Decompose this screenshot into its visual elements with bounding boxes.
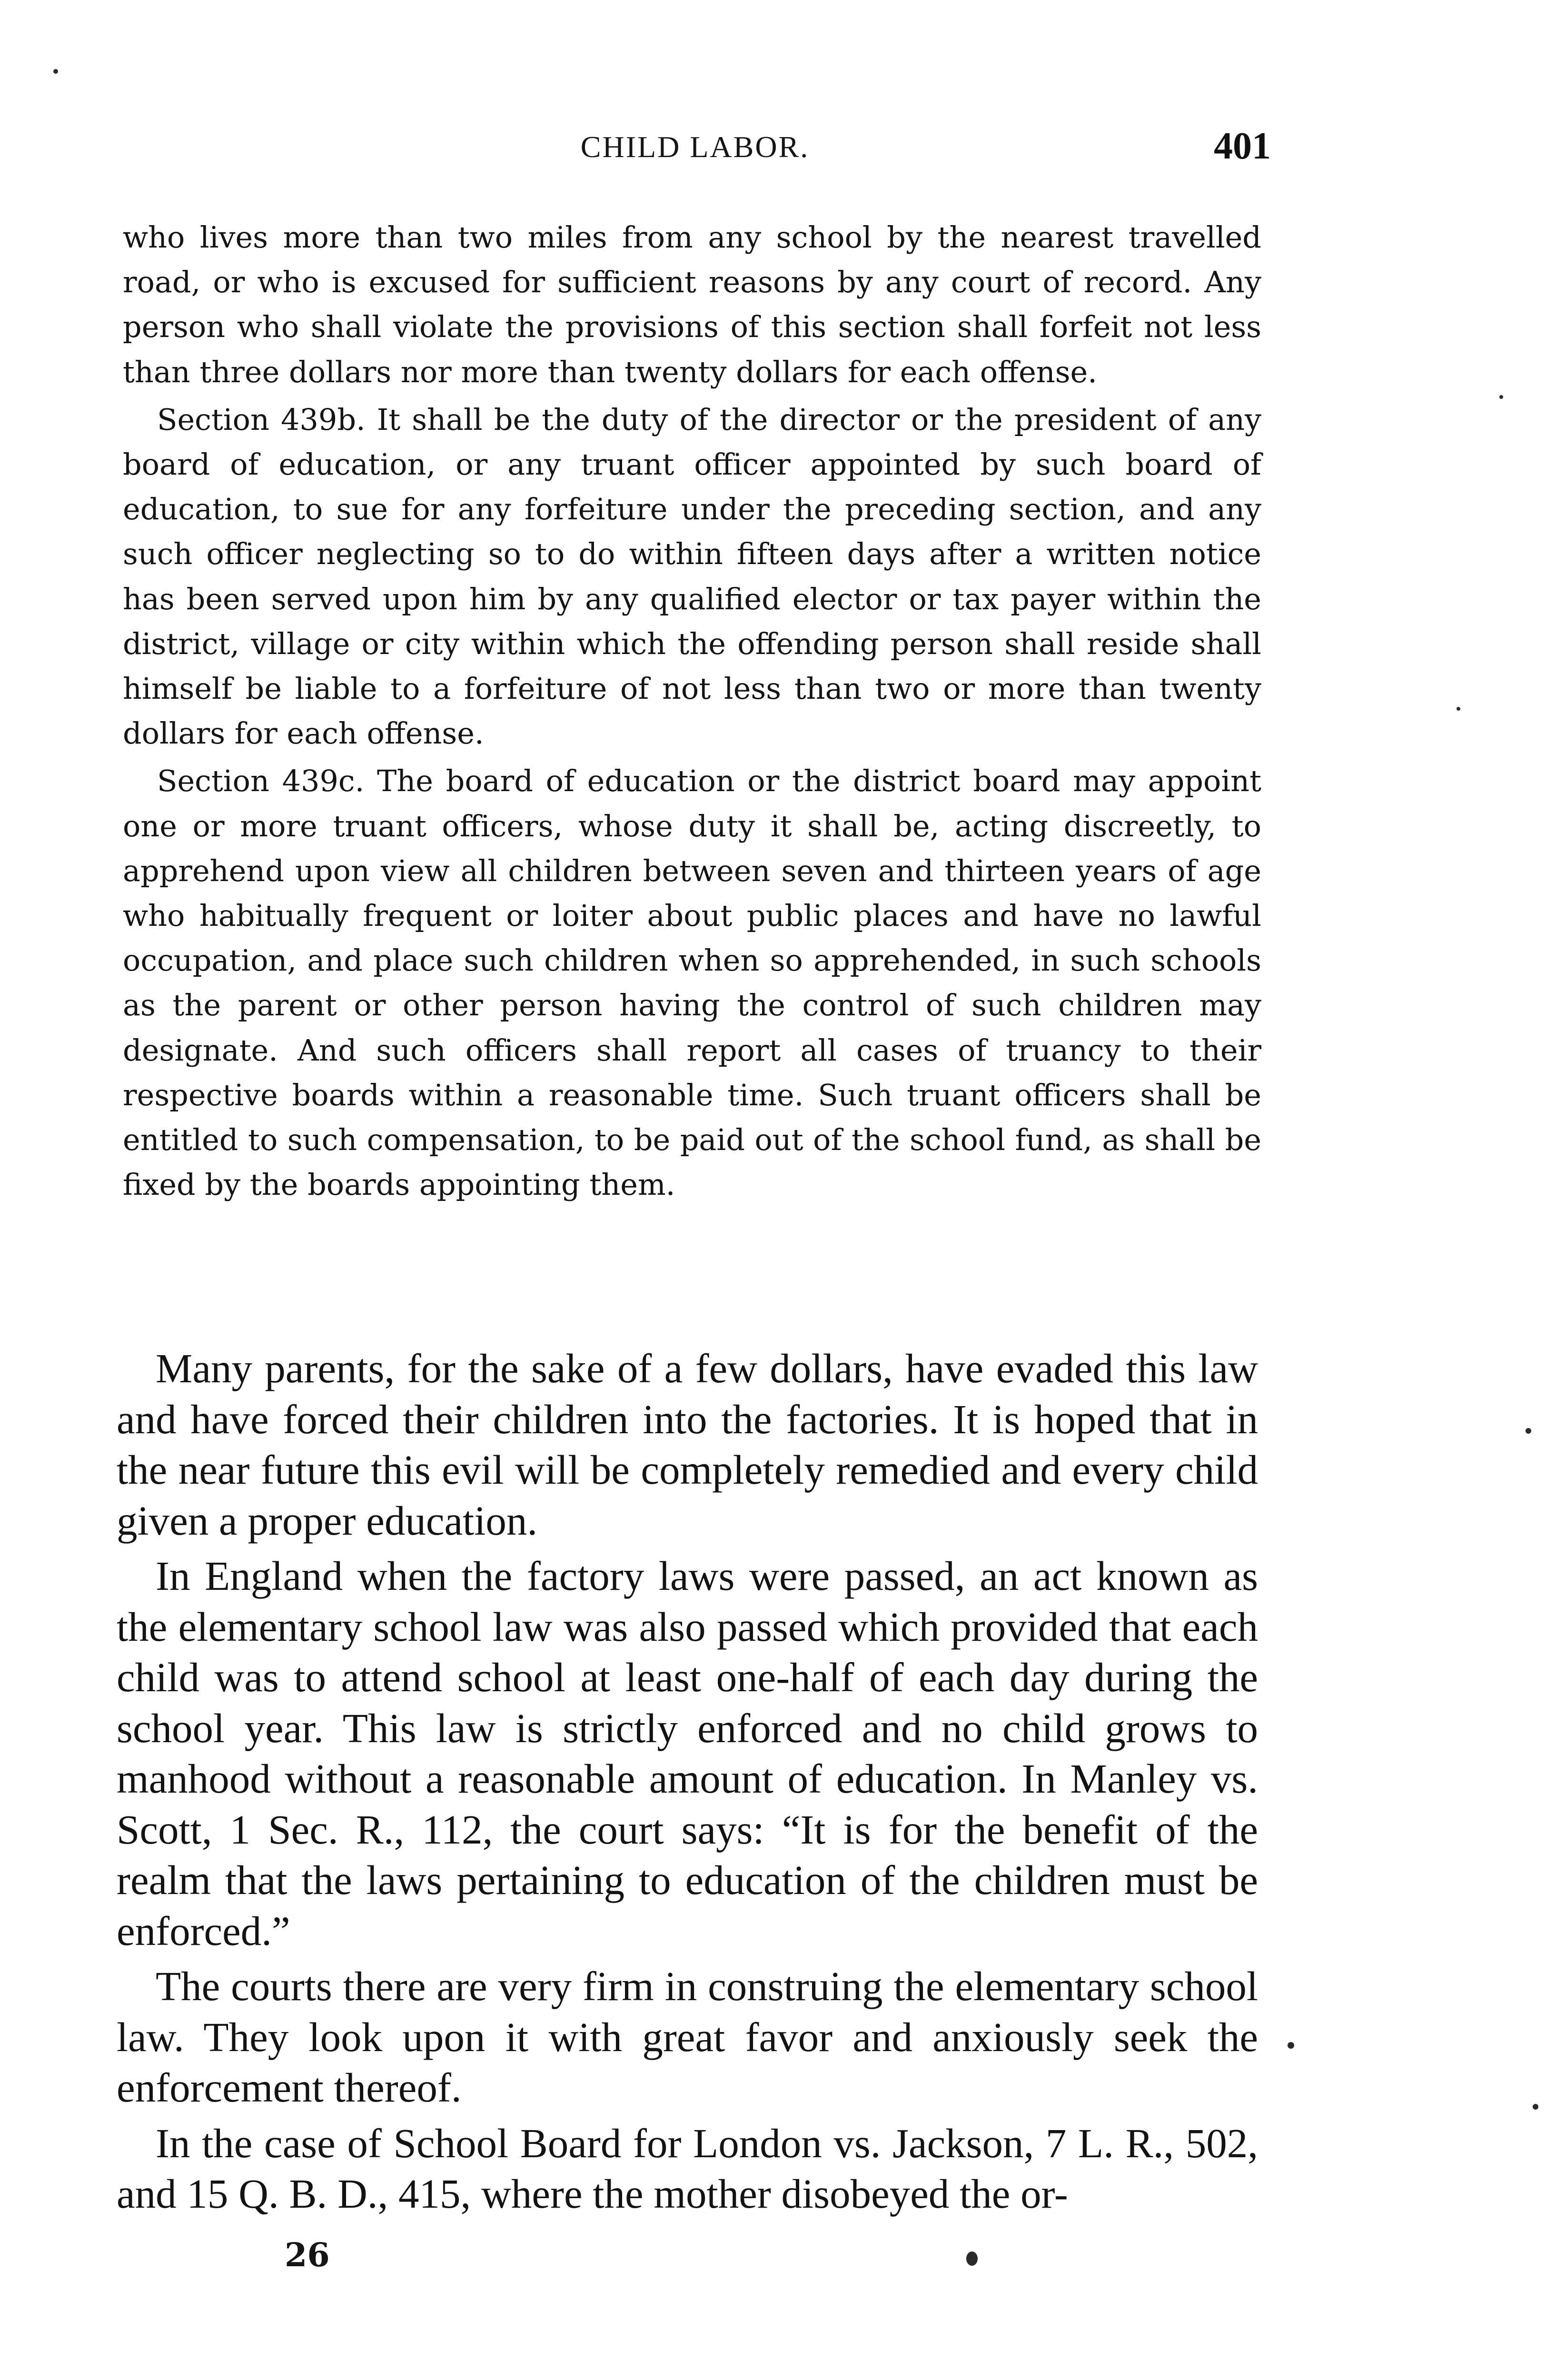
page-header — [119, 125, 1271, 182]
commentary-paragraph: Many parents, for the sake of a few dollars, have evaded this law and have forced their children into the factories. It is hoped that in the near future this evil will be completely remedied and every child given a proper education. — [117, 1345, 1258, 1544]
commentary-paragraph: The courts there are very firm in construing the elementary school law. They look upon it with great favor and anxiously seek the enforcement thereof. — [117, 1963, 1258, 2111]
scan-speckle — [1457, 707, 1460, 711]
commentary-text-block — [117, 1343, 1258, 2224]
scan-speckle — [1526, 1428, 1531, 1434]
statute-text-block — [123, 215, 1261, 1210]
scan-speckle — [1499, 395, 1503, 399]
scan-speckle — [966, 2251, 978, 2266]
scan-speckle — [1533, 2104, 1538, 2110]
signature-mark: 26 — [285, 2236, 330, 2274]
scan-speckle — [1288, 2042, 1294, 2049]
statute-section-439c: Section 439c. The board of education or the district board may appoint one or more truant officers, whose duty it shall be, acting discreetly, to apprehend upon view all children between seven and thirteen years of age who habitually frequent or loiter about public places and have no lawful occupation, and place such children when so apprehended, in such schools as the parent or other person having the control of such children may designate. And such officers shall report all cases of truancy to their respective boards within a reasonable time. Such truant officers shall be entitled to such compensation, to be paid out of the school fund, as shall be fixed by the boards appointing them. — [123, 764, 1261, 1202]
commentary-paragraph: In the case of School Board for London vs. Jackson, 7 L. R., 502, and 15 Q. B. D., 415, where the mother disobeyed the or- — [117, 2120, 1258, 2217]
scan-speckle — [53, 69, 58, 74]
statute-paragraph-continuation: who lives more than two miles from any school by the nearest travelled road, or who is excused for sufficient reasons by any court of record. Any person who shall violate the provisions of this section shall forfeit not less than three dollars nor more than twenty dollars for each offense. — [123, 220, 1261, 389]
running-title: CHILD LABOR. — [580, 130, 810, 164]
statute-section-439b: Section 439b. It shall be the duty of the director or the president of any board of education, or any truant officer appointed by such board of education, to sue for any forfeiture under the preceding section, and any such officer neglecting so to do within fifteen days after a written notice has been served upon him by any qualified elector or tax payer within the district, village or city within which the offending person shall reside shall himself be liable to a forfeiture of not less than two or more than twenty dollars for each offense. — [123, 402, 1261, 751]
commentary-paragraph: In England when the factory laws were passed, an act known as the elementary school law was also passed which provided that each child was to attend school at least one-half of each day during the school year. This law is strictly enforced and no child grows to manhood without a reasonable amount of education. In Manley vs. Scott, 1 Sec. R., 112, the court says: “It is for the benefit of the realm that the laws pertaining to education of the children must be enforced.” — [117, 1553, 1258, 1954]
page-number: 401 — [1214, 125, 1271, 167]
